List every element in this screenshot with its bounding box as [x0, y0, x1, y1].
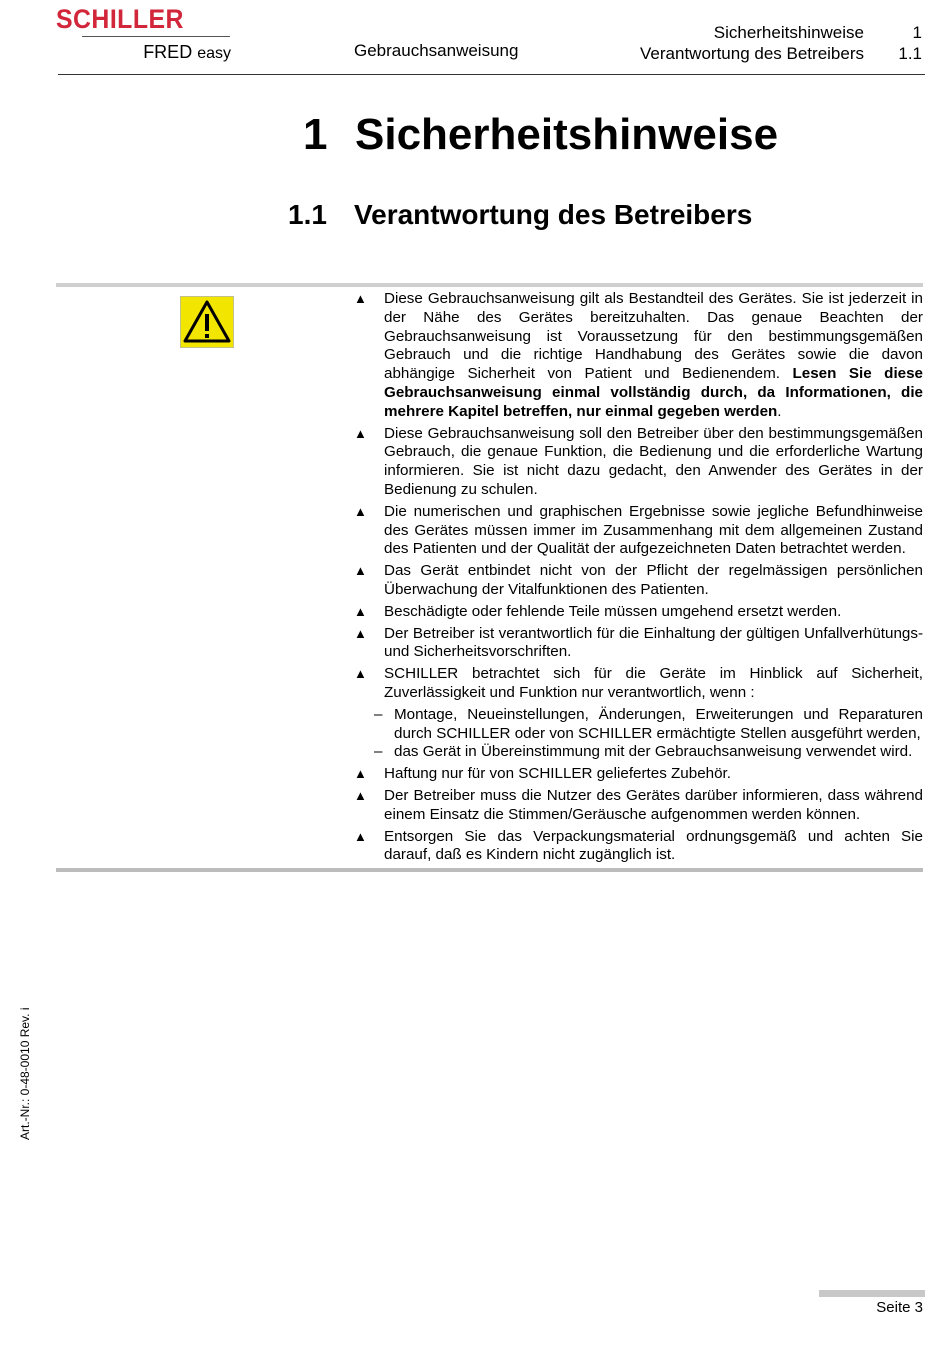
- product-name: FRED: [143, 42, 193, 62]
- content-bottom-rule: [56, 868, 923, 872]
- triangle-bullet: ▲: [354, 603, 367, 619]
- footer-rule: [819, 1290, 925, 1297]
- header-doc-type: Gebrauchsanweisung: [354, 41, 519, 60]
- chapter-number: 1: [303, 110, 328, 159]
- dash-bullet: –: [374, 705, 383, 723]
- header-section-num: 1: [912, 23, 922, 42]
- warning-triangle-icon: [180, 296, 234, 348]
- list-item-text: Das Gerät entbindet nicht von der Pflicht der regelmässigen persönlichen Überwachung der Vitalfunktionen des Patienten.: [384, 562, 923, 598]
- triangle-bullet: ▲: [354, 625, 367, 641]
- triangle-bullet: ▲: [354, 425, 367, 441]
- chapter-heading: [303, 110, 778, 160]
- list-item: [354, 503, 923, 559]
- triangle-bullet: ▲: [354, 291, 367, 306]
- list-item-text: Beschädigte oder fehlende Teile müssen umgehend ersetzt werden.: [384, 602, 842, 620]
- triangle-bullet: ▲: [354, 563, 367, 579]
- schiller-logo: [56, 4, 231, 62]
- logo-brand: SCHILLER: [56, 4, 184, 34]
- content-top-rule: [56, 283, 923, 287]
- list-item-text: Der Betreiber muss die Nutzer des Gerätes darüber informieren, dass während einem Einsatz die Stimmen/Geräusche aufgenommen werden können.: [384, 786, 923, 823]
- triangle-bullet: ▲: [354, 766, 367, 782]
- list-item: [354, 425, 923, 500]
- list-item-text: Die numerischen und graphischen Ergebnisse sowie jegliche Befundhinweise des Gerätes müssen immer im Zusammenhang mit dem allgemeinen Zustand des Patienten und der Qualität der aufgezeichneten Daten betrachtet werden.: [384, 502, 923, 558]
- triangle-bullet: ▲: [354, 666, 367, 682]
- safety-list: [354, 290, 923, 868]
- sub-list-item-text: Montage, Neueinstellungen, Änderungen, Erweiterungen und Reparaturen durch SCHILLER oder von SCHILLER ermächtigte Stellen ausgeführt werden,: [394, 705, 923, 742]
- list-item-text: Der Betreiber ist verantwortlich für die Einhaltung der gültigen Unfallverhütungs- und Sicherheitsvorschriften.: [384, 624, 923, 661]
- triangle-bullet: ▲: [354, 787, 367, 803]
- header-subsection-num: 1.1: [898, 44, 922, 63]
- triangle-bullet: ▲: [354, 503, 367, 519]
- list-item: [354, 787, 923, 825]
- page-number: Seite 3: [876, 1299, 923, 1316]
- triangle-bullet: ▲: [354, 828, 367, 844]
- list-item-text: Diese Gebrauchsanweisung soll den Betreiber über den bestimmungsgemäßen Gebrauch, die genaue Funktion, die Bedienung und die erforderliche Wartung informieren. Sie ist nicht dazu gedacht, den Anwender des Gerätes in der Bedienung zu schulen.: [384, 424, 923, 498]
- product-suffix: easy: [197, 45, 231, 62]
- logo-rule: [82, 36, 230, 37]
- list-item: [354, 828, 923, 866]
- list-item: [354, 625, 923, 663]
- list-item-text: Entsorgen Sie das Verpackungsmaterial ordnungsgemäß und achten Sie darauf, daß es Kindern nicht zugänglich ist.: [384, 827, 923, 864]
- list-item-text: Haftung nur für von SCHILLER geliefertes Zubehör.: [384, 765, 731, 783]
- list-item-text: Diese Gebrauchsanweisung gilt als Bestandteil des Gerätes. Sie ist jederzeit in der Nähe des Gerätes bereitzuhalten. Das genaue Beachten der Gebrauchsanweisung ist Voraussetzung für den bestimmungsgemäßen Gebrauch und die richtige Handhabung des Gerätes sowie die davon abhängige Sicherheit von Patient und Bedienendem. Lesen Sie diese Gebrauchsanweisung einmal vollständig durch, da Informationen, die mehrere Kapitel betreffen, nur einmal gegeben werden.: [384, 290, 924, 420]
- sub-list-item-text: das Gerät in Übereinstimmung mit der Gebrauchsanweisung verwendet wird.: [394, 743, 913, 761]
- header-divider: [58, 74, 925, 75]
- chapter-title: Sicherheitshinweise: [355, 110, 779, 159]
- list-item: [354, 603, 923, 622]
- header-subsection-title: Verantwortung des Betreibers: [640, 44, 864, 63]
- header-section-info: [640, 22, 922, 64]
- logo-product: [143, 42, 231, 63]
- header-section-title: Sicherheitshinweise: [713, 23, 864, 42]
- sub-list-item: [374, 743, 923, 762]
- sub-list-item: [374, 706, 923, 744]
- list-item-text: SCHILLER betrachtet sich für die Geräte im Hinblick auf Sicherheit, Zuverlässigkeit und Funktion nur verantwortlich, wenn :: [384, 665, 923, 701]
- list-item: [354, 290, 923, 422]
- list-item: [354, 562, 923, 600]
- section-title: Verantwortung des Betreibers: [354, 199, 753, 230]
- list-item-bold-text: Lesen Sie diese Gebrauchsanweisung einmal vollständig durch, da Informationen, die mehrere Kapitel betreffen, nur einmal gegeben werden: [384, 365, 924, 420]
- list-item: [354, 665, 923, 703]
- section-number: 1.1: [288, 199, 327, 230]
- dash-bullet: –: [374, 743, 383, 761]
- list-item: [354, 765, 923, 784]
- article-number: Art.-Nr.: 0-48-0010 Rev. i: [18, 1007, 32, 1140]
- section-heading: [288, 199, 752, 231]
